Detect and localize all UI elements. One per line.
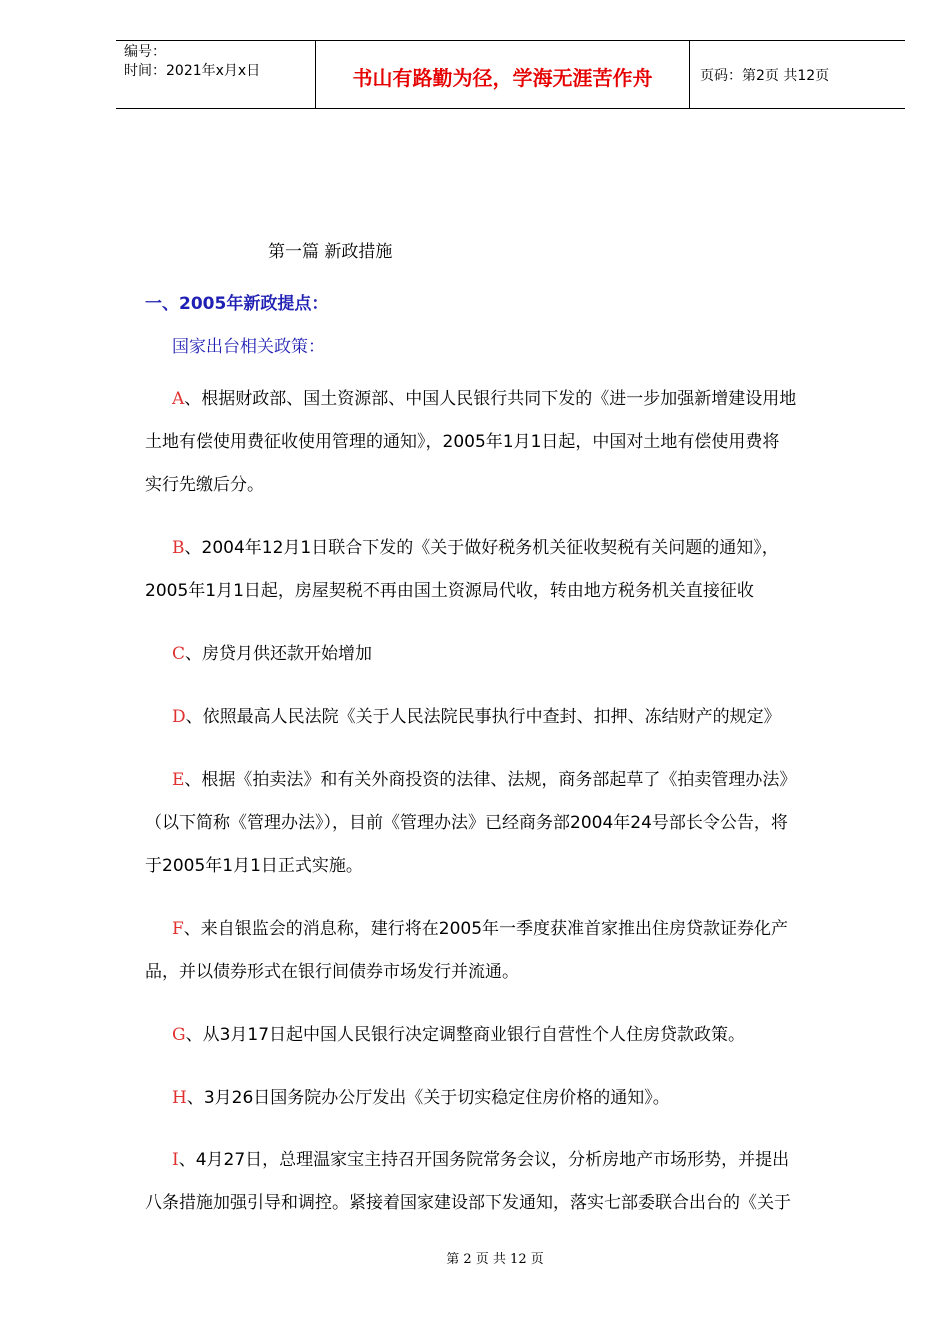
item-b-line-1: B、2004年12月1日联合下发的《关于做好税务机关征收契税有关问题的通知》， — [172, 538, 779, 558]
header-motto-cell — [316, 41, 690, 108]
item-a-line-3: 实行先缴后分。 — [145, 475, 264, 495]
item-e-line-1: E、根据《拍卖法》和有关外商投资的法律、法规，商务部起草了《拍卖管理办法》 — [172, 770, 797, 790]
item-marker: I — [172, 1150, 179, 1170]
item-a-line-1: A、根据财政部、国土资源部、中国人民银行共同下发的《进一步加强新增建设用地 — [172, 389, 797, 409]
header-meta-cell — [116, 41, 316, 108]
item-e-line-2: （以下简称《管理办法》），目前《管理办法》已经商务部2004年24号部长令公告，将 — [145, 813, 788, 833]
item-c-line-1: C、房贷月供还款开始增加 — [172, 644, 373, 664]
subsection-heading: 国家出台相关政策： — [172, 337, 325, 357]
item-marker: G — [172, 1025, 186, 1045]
item-marker: C — [172, 644, 186, 664]
item-b-line-2: 2005年1月1日起，房屋契税不再由国土资源局代收，转由地方税务机关直接征收 — [145, 581, 754, 601]
item-g-line-1: G、从3月17日起中国人民银行决定调整商业银行自营性个人住房贷款政策。 — [172, 1025, 746, 1045]
item-e-line-3: 于2005年1月1日正式实施。 — [145, 856, 363, 876]
item-marker: H — [172, 1088, 187, 1108]
page-footer: 第 2 页 共 12 页 — [446, 1252, 544, 1267]
time-label: 时间：2021年x月x日 — [124, 63, 261, 79]
item-d-line-1: D、依照最高人民法院《关于人民法院民事执行中查封、扣押、冻结财产的规定》 — [172, 707, 781, 727]
page-info: 页码：第2页 共12页 — [700, 68, 830, 84]
item-i-line-1: I、4月27日，总理温家宝主持召开国务院常务会议，分析房地产市场形势，并提出 — [172, 1150, 790, 1170]
item-i-line-2: 八条措施加强引导和调控。紧接着国家建设部下发通知，落实七部委联合出台的《关于 — [145, 1193, 791, 1213]
item-marker: E — [172, 770, 185, 790]
motto: 书山有路勤为径，学海无涯苦作舟 — [352, 66, 653, 90]
item-a-line-2: 土地有偿使用费征收使用管理的通知》，2005年1月1日起，中国对土地有偿使用费将 — [145, 432, 780, 452]
item-f-line-2: 品，并以债券形式在银行间债券市场发行并流通。 — [145, 962, 519, 982]
section-heading: 一、2005年新政提点： — [145, 294, 329, 314]
item-f-line-1: F、来自银监会的消息称，建行将在2005年一季度获准首家推出住房贷款证券化产 — [172, 919, 789, 939]
chapter-title: 第一篇 新政措施 — [268, 242, 393, 262]
item-marker: A — [172, 389, 185, 409]
item-marker: B — [172, 538, 185, 558]
item-marker: D — [172, 707, 186, 727]
item-marker: F — [172, 919, 184, 939]
item-h-line-1: H、3月26日国务院办公厅发出《关于切实稳定住房价格的通知》。 — [172, 1088, 670, 1108]
page-header — [116, 40, 905, 109]
header-page-cell — [690, 41, 905, 108]
number-label: 编号： — [124, 44, 166, 60]
